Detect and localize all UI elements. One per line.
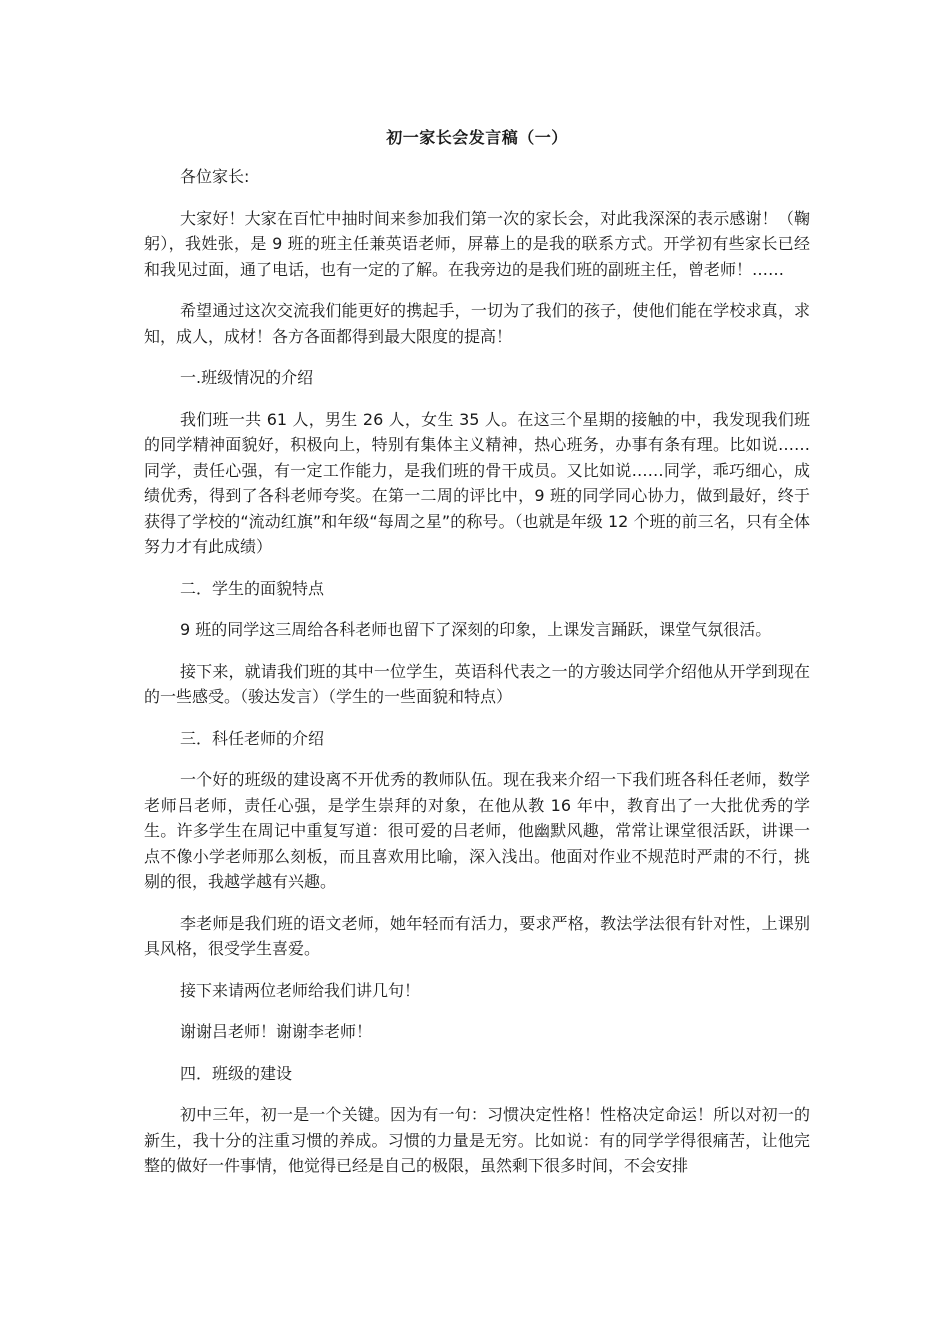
paragraph-student-impression: 9 班的同学这三周给各科老师也留下了深刻的印象，上课发言踊跃，课堂气氛很活。	[180, 620, 772, 639]
section-heading-class-building: 四．班级的建设	[180, 1063, 293, 1083]
paragraph-student-speech: 接下来，就请我们班的其中一位学生，英语科代表之一的方骏达同学介绍他从开学到现在的一些感受。（骏达发言）（学生的一些面貌和特点）	[144, 661, 810, 706]
section-heading-teachers: 三．科任老师的介绍	[180, 728, 325, 748]
document-title: 初一家长会发言稿（一）	[386, 128, 568, 147]
paragraph-habits: 初中三年，初一是一个关键。因为有一句：习惯决定性格！性格决定命运！所以对初一的新生，我十分的注重习惯的养成。习惯的力量是无穷。比如说：有的同学学得很痛苦，让他完整的做好一件事情，他觉得已经是自己的极限，虽然剩下很多时间，不会安排	[144, 1105, 810, 1175]
section-heading-class-overview: 一.班级情况的介绍	[180, 368, 314, 387]
section-heading-student-features: 二．学生的面貌特点	[180, 578, 325, 598]
paragraph-hope: 希望通过这次交流我们能更好的携起手，一切为了我们的孩子，使他们能在学校求真，求知，成人，成材！各方各面都得到最大限度的提高！	[144, 301, 810, 346]
paragraph-invite-teachers: 接下来请两位老师给我们讲几句！	[180, 980, 421, 1000]
paragraph-class-overview: 我们班一共 61 人，男生 26 人，女生 35 人。在这三个星期的接触的中，我发现我们班的同学精神面貌好，积极向上，特别有集体主义精神，热心班务，办事有条有理。比如说……同学，责任心强，有一定工作能力，是我们班的骨干成员。又比如说……同学，乖巧细心，成绩优秀，得到了各科老师夸奖。在第一二周的评比中，9 班的同学同心协力，做到最好，终于获得了学校的“流动红旗”和年级“每周之星”的称号。（也就是年级 12 个班的前三名，只有全体努力才有此成绩）	[144, 409, 810, 556]
document-page	[144, 118, 810, 1195]
paragraph-welcome: 大家好！大家在百忙中抽时间来参加我们第一次的家长会，对此我深深的表示感谢！（鞠躬），我姓张，是 9 班的班主任兼英语老师，屏幕上的是我的联系方式。开学初有些家长已经和我见过面，通了电话，也有一定的了解。在我旁边的是我们班的副班主任，曾老师！……	[144, 208, 810, 279]
paragraph-math-teacher: 一个好的班级的建设离不开优秀的教师队伍。现在我来介绍一下我们班各科任老师，数学老师吕老师，责任心强，是学生崇拜的对象，在他从教 16 年中，教育出了一大批优秀的学生。许多学生在周记中重复写道：很可爱的吕老师，他幽默风趣，常常让课堂很活跃，讲课一点不像小学老师那么刻板，而且喜欢用比喻，深入浅出。他面对作业不规范时严肃的不行，挑剔的很，我越学越有兴趣。	[144, 770, 810, 891]
greeting: 各位家长:	[180, 167, 250, 186]
paragraph-thanks: 谢谢吕老师！谢谢李老师！	[180, 1022, 373, 1041]
paragraph-chinese-teacher: 李老师是我们班的语文老师，她年轻而有活力，要求严格，教法学法很有针对性，上课别具风格，很受学生喜爱。	[144, 913, 810, 958]
